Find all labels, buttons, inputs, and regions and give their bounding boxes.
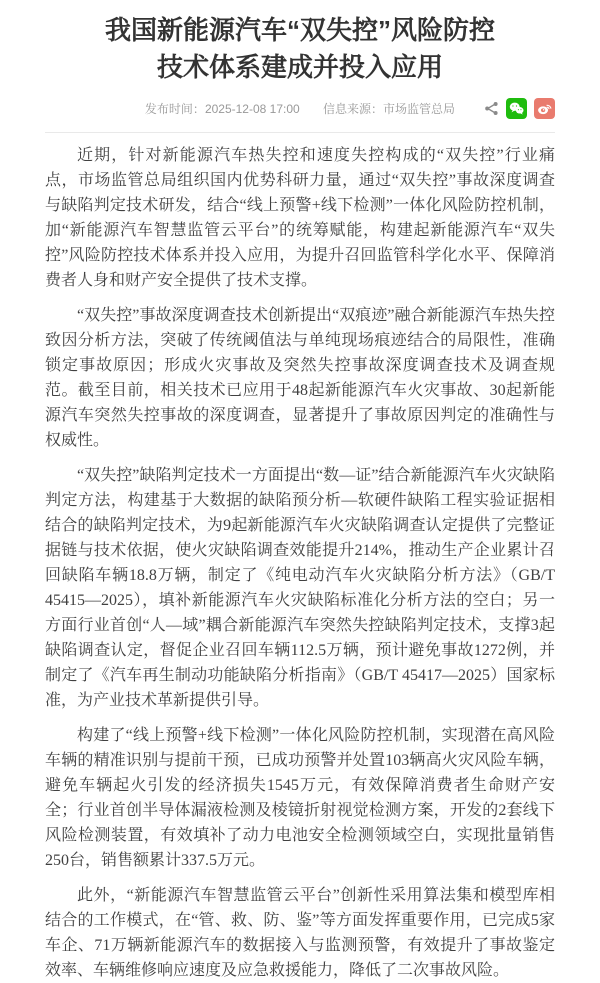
article-paragraph: 此外，“新能源汽车智慧监管云平台”创新性采用算法集和模型库相结合的工作模式，在“管、救、防、鉴”等方面发挥重要作用，已完成5家车企、71万辆新能源汽车的数据接入与监测预警，有效提升了事故鉴定效率、车辆维修响应速度及应急救援能力，降低了二次事故风险。 xyxy=(45,886,555,979)
publish-time-value: 2025-12-08 17:00 xyxy=(204,101,300,116)
article-meta xyxy=(45,98,555,120)
weibo-share-icon[interactable] xyxy=(534,98,555,119)
publish-time xyxy=(145,102,300,116)
article-page xyxy=(0,12,600,983)
info-source-value: 市场监管总局 xyxy=(383,101,456,116)
page-title-line-1: 我国新能源汽车“双失控”风险防控 xyxy=(104,15,495,45)
article-paragraph: 近期，针对新能源汽车热失控和速度失控构成的“双失控”行业痛点，市场监管总局组织国内优势科研力量，通过“双失控”事故深度调查与缺陷判定技术研发，结合“线上预警+线下检测”一体化风险防控机制，加“新能源汽车智慧监管云平台”的统筹赋能，构建起新能源汽车“双失控”风险防控技术体系并投入应用，为提升召回监管科学化水平、保障消费者人身和财产安全提供了技术支撑。 xyxy=(45,146,555,289)
meta-row xyxy=(45,98,555,120)
publish-time-label: 发布时间： xyxy=(144,101,205,116)
wechat-share-icon[interactable] xyxy=(506,98,527,119)
divider xyxy=(45,132,555,133)
share-bar xyxy=(483,98,555,119)
info-source-label: 信息来源： xyxy=(323,101,384,116)
page-title xyxy=(45,12,555,86)
info-source xyxy=(323,102,455,116)
page-title-line-2: 技术体系建成并投入应用 xyxy=(156,51,443,82)
article-paragraph: “双失控”缺陷判定技术一方面提出“数—证”结合新能源汽车火灾缺陷判定方法，构建基于大数据的缺陷预分析—软硬件缺陷工程实验证据相结合的缺陷判定技术，为9起新能源汽车火灾缺陷调查认定提供了完整证据链与技术依据，使火灾缺陷调查效能提升214%，推动生产企业累计召回缺陷车辆18.8万辆，制定了《纯电动汽车火灾缺陷分析方法》（GB/T 45415—2025），填补新能源汽车火灾缺陷标准化分析方法的空白；另一方面行业首创“人—域”耦合新能源汽车突然失控缺陷判定技术，支撑3起缺陷调查认定，督促企业召回车辆112.5万辆，预计避免事故1272例，并制定了《汽车再生制动功能缺陷分析指南》（GB/T 45417—2025）国家标准，为产业技术革新提供引导。 xyxy=(45,466,555,709)
article-paragraph: “双失控”事故深度调查技术创新提出“双痕迹”融合新能源汽车热失控致因分析方法，突破了传统阈值法与单纯现场痕迹结合的局限性，准确锁定事故原因；形成火灾事故及突然失控事故深度调查技术及调查规范。截至目前，相关技术已应用于48起新能源汽车火灾事故、30起新能源汽车突然失控事故的深度调查，显著提升了事故原因判定的准确性与权威性。 xyxy=(45,306,555,449)
share-icon[interactable] xyxy=(483,100,499,116)
article-body xyxy=(45,143,555,983)
article-paragraph: 构建了“线上预警+线下检测”一体化风险防控机制，实现潜在高风险车辆的精准识别与提前干预，已成功预警并处置103辆高火灾风险车辆，避免车辆起火引发的经济损失1545万元，有效保障消费者生命财产安全；行业首创半导体漏液检测及棱镜折射视觉检测方案，开发的2套线下风险检测装置，有效填补了动力电池安全检测领域空白，实现批量销售250台，销售额累计337.5万元。 xyxy=(45,726,555,869)
